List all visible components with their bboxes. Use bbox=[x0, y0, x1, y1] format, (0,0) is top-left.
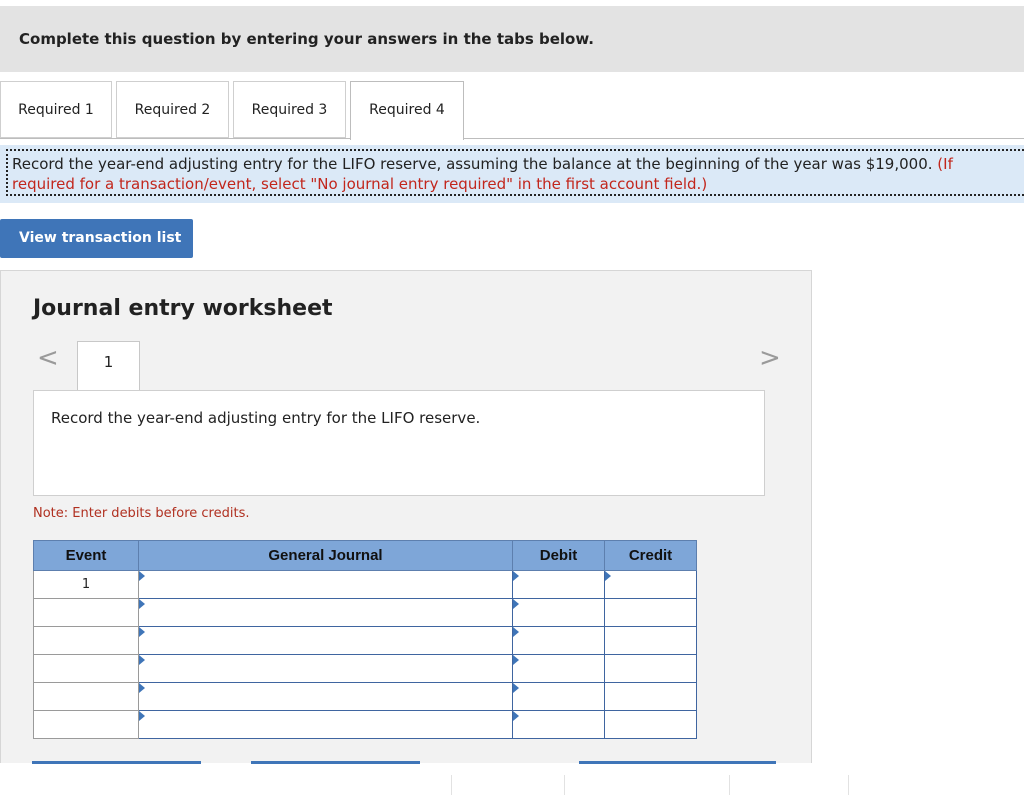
chevron-right-icon[interactable]: > bbox=[759, 343, 781, 373]
debit-field[interactable] bbox=[513, 599, 605, 627]
tab-bar bbox=[0, 81, 1024, 139]
header-event: Event bbox=[34, 541, 139, 571]
tab-required-1[interactable]: Required 1 bbox=[0, 81, 112, 138]
account-field[interactable] bbox=[139, 683, 513, 711]
divider bbox=[848, 775, 849, 795]
credit-field[interactable] bbox=[605, 599, 697, 627]
debit-field[interactable] bbox=[513, 571, 605, 599]
event-cell: 1 bbox=[34, 571, 139, 599]
dropdown-marker-icon bbox=[513, 655, 519, 665]
dropdown-marker-icon bbox=[139, 599, 145, 609]
credit-field[interactable] bbox=[605, 627, 697, 655]
credit-field[interactable] bbox=[605, 683, 697, 711]
event-cell bbox=[34, 683, 139, 711]
divider bbox=[451, 775, 452, 795]
view-general-journal-button-edge[interactable] bbox=[579, 761, 776, 764]
instructions-text: Complete this question by entering your answers in the tabs below. bbox=[19, 30, 594, 48]
instruction-text bbox=[6, 149, 1024, 196]
clear-entry-button-edge[interactable] bbox=[32, 761, 201, 764]
instruction-note-start: (If bbox=[937, 155, 953, 173]
table-row bbox=[34, 683, 697, 711]
tab-divider bbox=[0, 138, 1024, 139]
event-cell bbox=[34, 599, 139, 627]
dropdown-marker-icon bbox=[139, 571, 145, 581]
dropdown-marker-icon bbox=[513, 711, 519, 721]
dropdown-marker-icon bbox=[139, 655, 145, 665]
dropdown-marker-icon bbox=[513, 683, 519, 693]
credit-field[interactable] bbox=[605, 571, 697, 599]
dropdown-marker-icon bbox=[513, 571, 519, 581]
journal-entry-worksheet bbox=[0, 270, 812, 770]
dropdown-marker-icon bbox=[513, 627, 519, 637]
header-debit: Debit bbox=[513, 541, 605, 571]
account-field[interactable] bbox=[139, 571, 513, 599]
tab-required-3[interactable]: Required 3 bbox=[233, 81, 346, 138]
account-field[interactable] bbox=[139, 655, 513, 683]
table-row bbox=[34, 599, 697, 627]
account-field[interactable] bbox=[139, 711, 513, 739]
divider bbox=[729, 775, 730, 795]
dropdown-marker-icon bbox=[139, 683, 145, 693]
event-cell bbox=[34, 627, 139, 655]
divider bbox=[564, 775, 565, 795]
event-cell bbox=[34, 711, 139, 739]
chevron-left-icon[interactable]: < bbox=[37, 343, 59, 373]
event-cell bbox=[34, 655, 139, 683]
credit-field[interactable] bbox=[605, 711, 697, 739]
account-field[interactable] bbox=[139, 599, 513, 627]
debit-field[interactable] bbox=[513, 711, 605, 739]
debit-field[interactable] bbox=[513, 683, 605, 711]
worksheet-page-tab[interactable]: 1 bbox=[77, 341, 140, 393]
dropdown-marker-icon bbox=[139, 627, 145, 637]
dropdown-marker-icon bbox=[605, 571, 611, 581]
entry-description-box bbox=[33, 390, 765, 496]
table-row bbox=[34, 627, 697, 655]
account-field[interactable] bbox=[139, 627, 513, 655]
bottom-button-strip bbox=[0, 763, 1024, 793]
record-entry-button-edge[interactable] bbox=[251, 761, 420, 764]
debit-field[interactable] bbox=[513, 627, 605, 655]
dropdown-marker-icon bbox=[513, 599, 519, 609]
table-row bbox=[34, 571, 697, 599]
instruction-main: Record the year-end adjusting entry for the LIFO reserve, assuming the balance at the beginning of the year was $19,000. bbox=[12, 155, 933, 173]
debit-field[interactable] bbox=[513, 655, 605, 683]
table-row bbox=[34, 655, 697, 683]
dropdown-marker-icon bbox=[139, 711, 145, 721]
credit-field[interactable] bbox=[605, 655, 697, 683]
header-credit: Credit bbox=[605, 541, 697, 571]
journal-table bbox=[33, 540, 697, 739]
worksheet-title: Journal entry worksheet bbox=[33, 296, 333, 321]
tab-required-2[interactable]: Required 2 bbox=[116, 81, 229, 138]
header-general-journal: General Journal bbox=[139, 541, 513, 571]
entry-description: Record the year-end adjusting entry for the LIFO reserve. bbox=[51, 409, 481, 427]
view-transaction-list-button[interactable]: View transaction list bbox=[0, 219, 193, 258]
instruction-note-line2: required for a transaction/event, select "No journal entry required" in the first account field.) bbox=[12, 175, 708, 193]
debits-note: Note: Enter debits before credits. bbox=[33, 506, 250, 521]
tab-required-4[interactable]: Required 4 bbox=[350, 81, 464, 140]
instructions-bar bbox=[0, 6, 1024, 72]
table-row bbox=[34, 711, 697, 739]
instruction-banner bbox=[0, 145, 1024, 203]
